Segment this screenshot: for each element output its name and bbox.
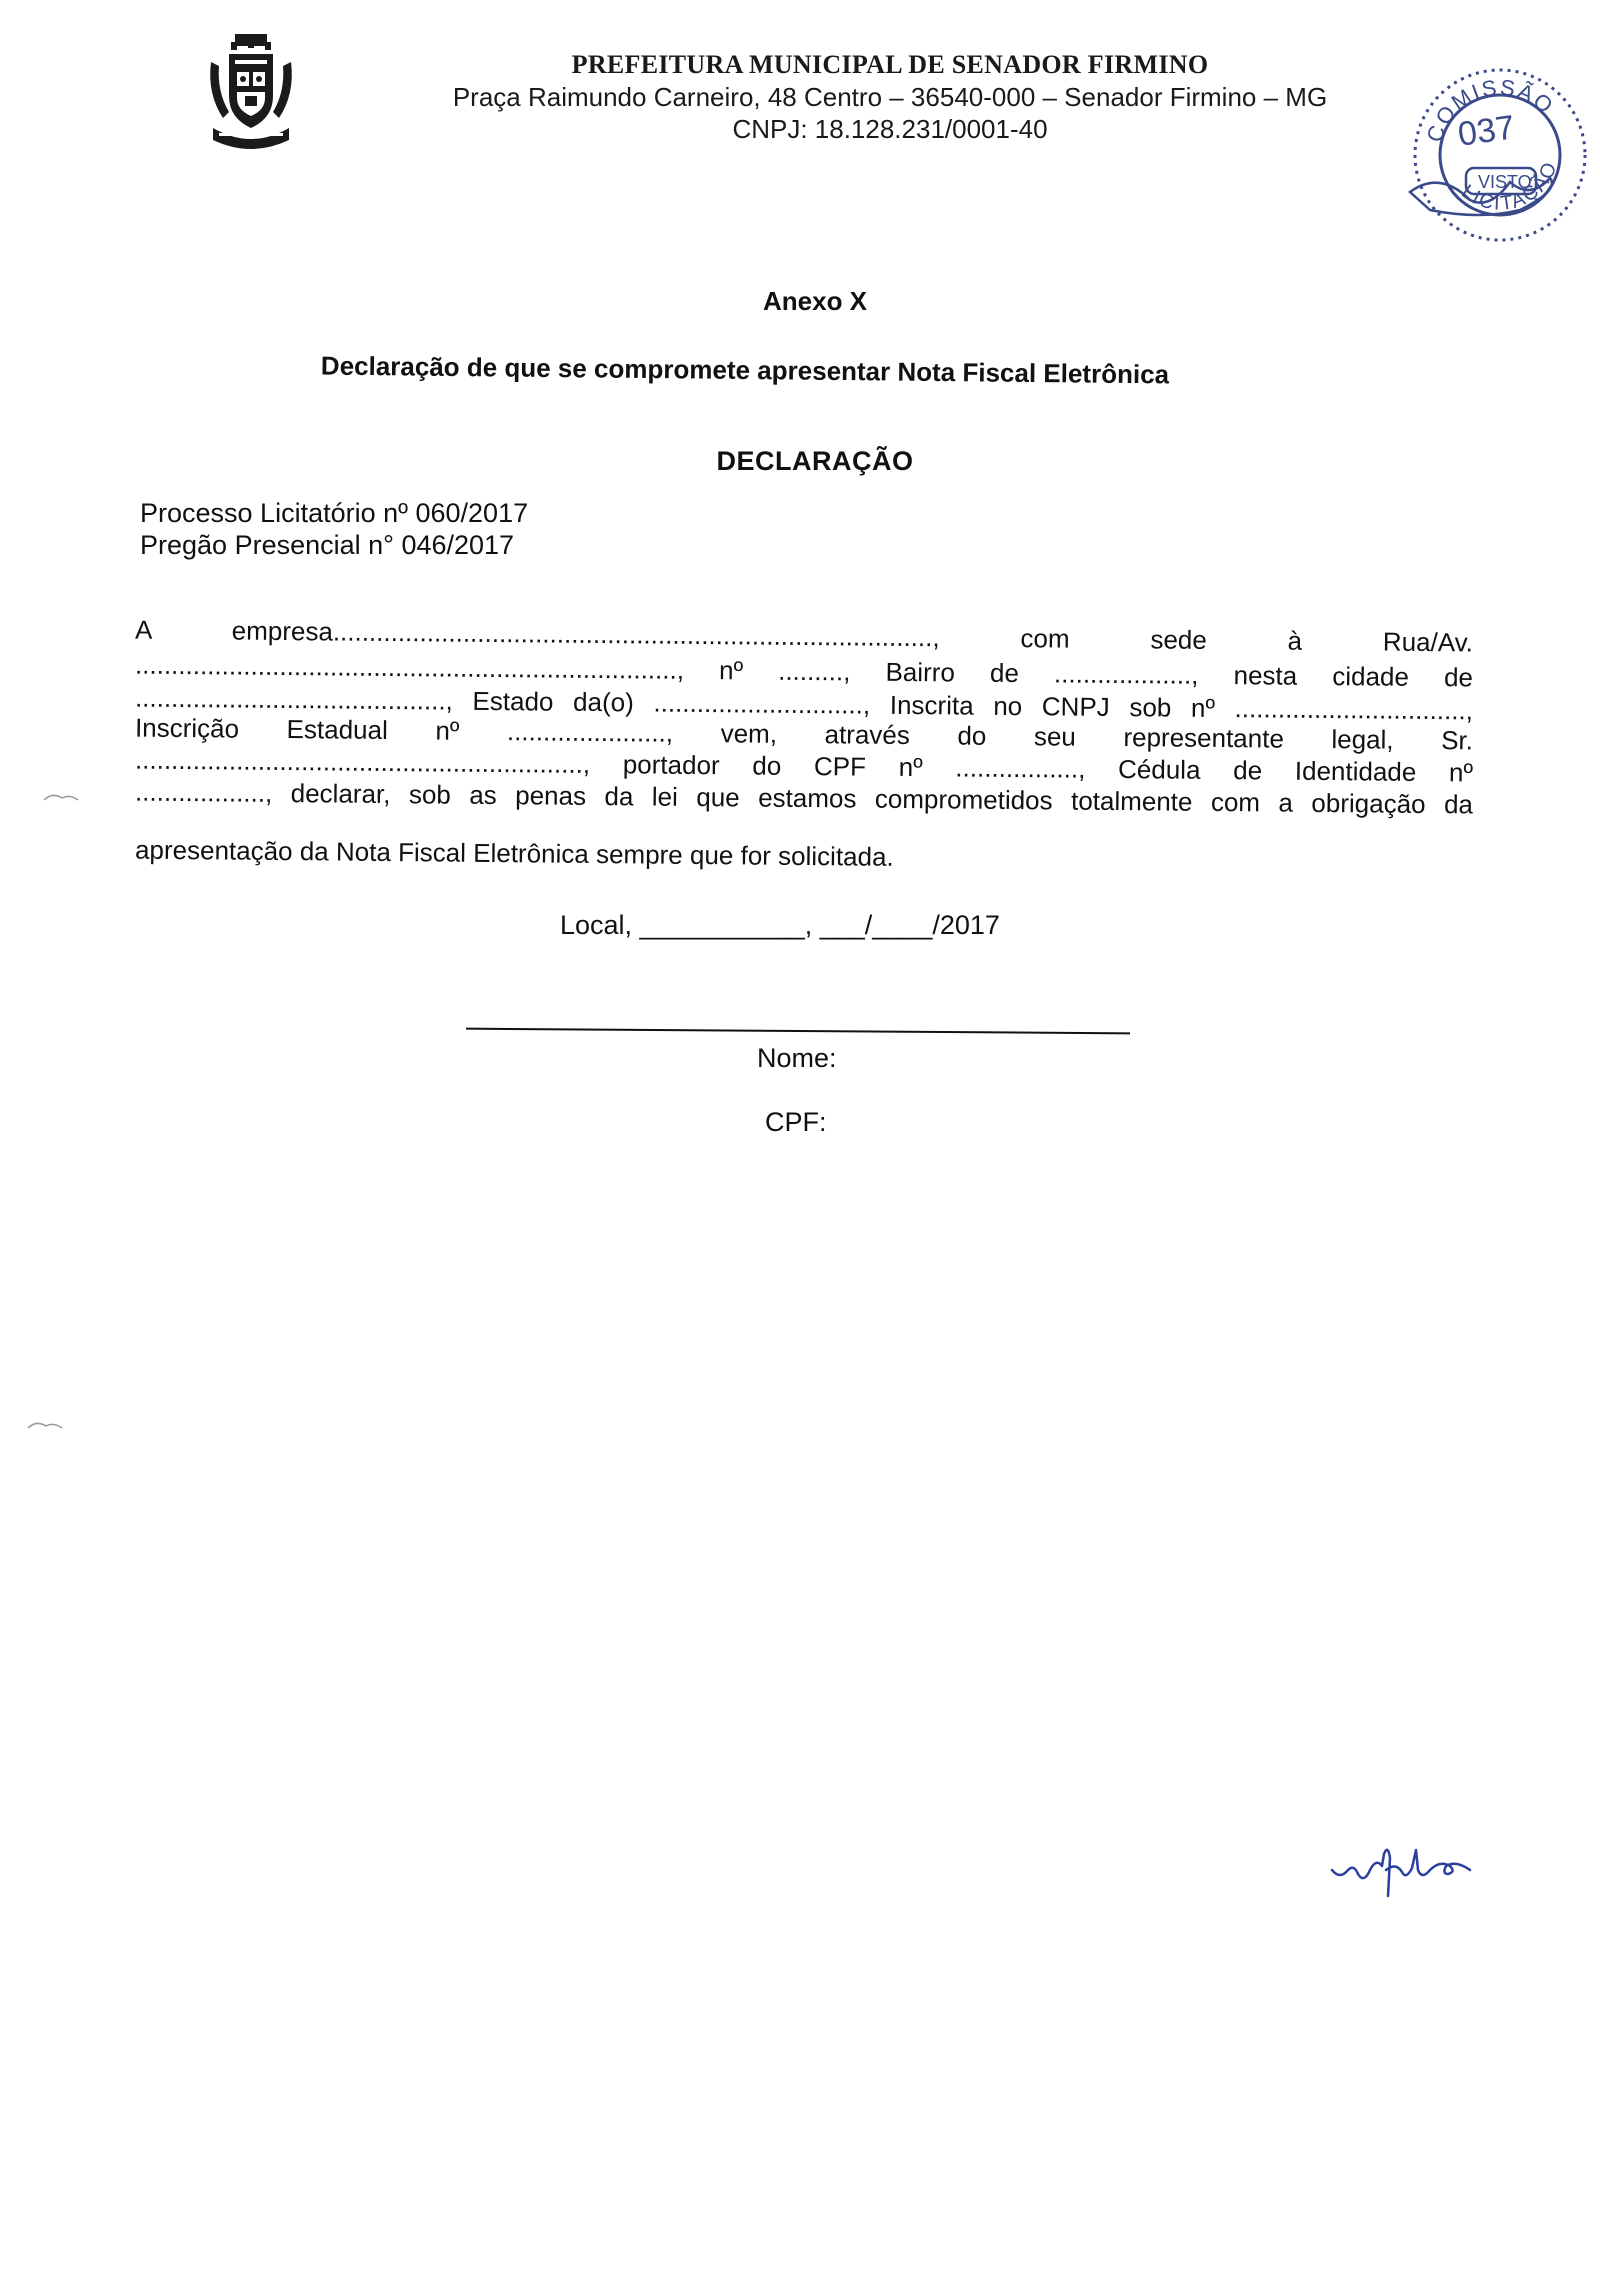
stamp-middle-text: VISTO — [1478, 172, 1532, 192]
scan-mark-icon — [42, 790, 82, 804]
header-title: PREFEITURA MUNICIPAL DE SENADOR FIRMINO — [571, 50, 1209, 79]
cpf-label: CPF: — [765, 1107, 827, 1137]
auction-number: Pregão Presencial n° 046/2017 — [140, 530, 515, 560]
stamp-top-text: COMISSÃO — [1421, 74, 1560, 146]
body-line: ..........................................., Estado da(o) ............................., Inscrita no CNPJ sob nº ................................, — [134, 682, 1474, 726]
annex-title: Anexo X — [762, 286, 868, 316]
stamp-bottom-text: LICITAÇÃO — [1457, 157, 1563, 215]
header-cnpj: CNPJ: 18.128.231/0001-40 — [732, 114, 1048, 144]
body-line: Inscrição Estadual nº ......................, vem, através do seu representante legal, Sr. — [134, 712, 1474, 756]
body-line: A empresa..................................................................................., com sede à Rua/Av. — [134, 614, 1474, 658]
process-number: Processo Licitatório nº 060/2017 — [140, 498, 529, 528]
stamp-number: 037 — [1455, 108, 1518, 154]
municipal-crest-icon — [205, 32, 297, 152]
declaration-subject: Declaração de que se compromete apresentar Nota Fiscal Eletrônica — [320, 350, 1170, 390]
body-line: .............................................................., portador do CPF nº ................., Cédula de Identidade nº — [134, 744, 1474, 788]
body-line: apresentação da Nota Fiscal Eletrônica sempre que for solicitada. — [134, 834, 894, 872]
header-address: Praça Raimundo Carneiro, 48 Centro – 36540-000 – Senador Firmino – MG — [452, 82, 1328, 112]
handwritten-rubric-icon — [1330, 1840, 1510, 1900]
declaration-heading: DECLARAÇÃO — [716, 446, 914, 476]
scan-mark-icon — [26, 1418, 66, 1432]
name-label: Nome: — [757, 1043, 837, 1073]
commission-stamp-icon — [1400, 60, 1600, 250]
body-line: ..........................................................................., nº ........., Bairro de ..................., nesta cidade de — [134, 649, 1474, 693]
body-line: .................., declarar, sob as penas da lei que estamos comprometidos totalmente com a obrigação da — [134, 776, 1474, 820]
signature-line — [466, 1028, 1130, 1035]
local-date-line: Local, ___________, ___/____/2017 — [560, 910, 1000, 940]
